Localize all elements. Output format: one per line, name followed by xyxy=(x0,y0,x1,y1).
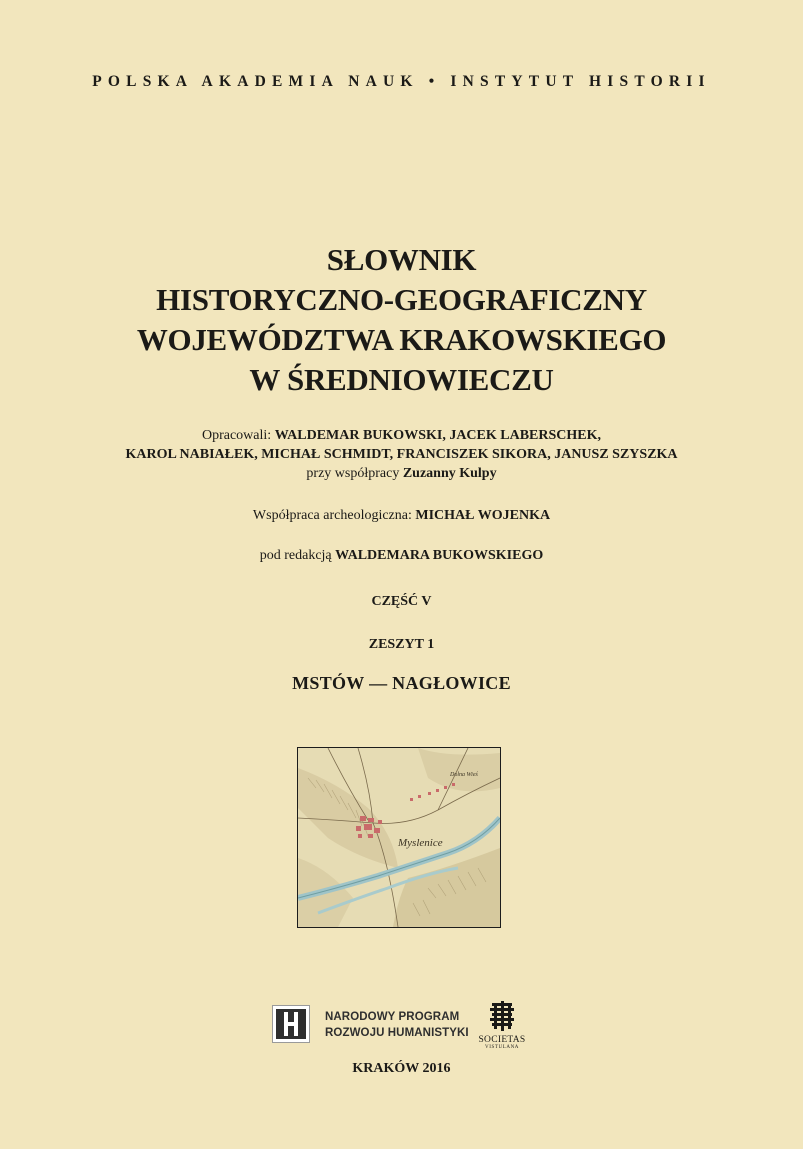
archeology-credit xyxy=(0,506,803,525)
title-line-4: W ŚREDNIOWIECZU xyxy=(249,362,554,397)
nprh-logo-icon xyxy=(272,1005,310,1043)
title-line-3: WOJEWÓDZTWA KRAKOWSKIEGO xyxy=(136,322,667,357)
nprh-line-2: ROZWOJU HUMANISTYKI xyxy=(325,1027,469,1039)
imprint: KRAKÓW 2016 xyxy=(352,1061,451,1076)
societas-subtitle: VISTULANA xyxy=(484,1045,519,1050)
part-label: CZĘŚĆ V xyxy=(371,594,432,609)
nprh-line-1: NARODOWY PROGRAM xyxy=(325,1011,460,1023)
title-line-1: SŁOWNIK xyxy=(326,242,477,277)
title-line-2: HISTORYCZNO-GEOGRAFICZNY xyxy=(156,282,647,317)
editor-label: pod redakcją xyxy=(259,548,332,563)
nprh-name xyxy=(325,1009,469,1041)
authors-line-1 xyxy=(0,426,803,445)
map-label-main: Myslenice xyxy=(398,837,443,849)
historical-map-image xyxy=(297,747,501,928)
authors-line-3 xyxy=(0,464,803,483)
institution-header: POLSKA AKADEMIA NAUK • INSTYTUT HISTORII xyxy=(92,73,711,90)
archeo-label: Współpraca archeologiczna: xyxy=(252,508,412,523)
entry-range: MSTÓW — NAGŁOWICE xyxy=(292,673,511,693)
archeo-name: MICHAŁ WOJENKA xyxy=(415,508,551,523)
societas-name: SOCIETAS xyxy=(478,1035,526,1045)
compiled-names-2: KAROL NABIAŁEK, MICHAŁ SCHMIDT, FRANCISZEK SIKORA, JANUSZ SZYSZKA xyxy=(125,447,678,462)
map-label-small: Dolna Wieś xyxy=(450,772,478,778)
societas-logo-icon xyxy=(482,1001,522,1035)
issue-label: ZESZYT 1 xyxy=(368,637,435,652)
cooperation-label: przy współpracy xyxy=(306,466,400,481)
book-title xyxy=(0,240,803,400)
compiled-label: Opracowali: xyxy=(201,428,272,443)
authors-block xyxy=(0,426,803,483)
cooperation-name: Zuzanny Kulpy xyxy=(402,466,497,481)
map-drawing xyxy=(298,748,500,927)
editor-name: WALDEMARA BUKOWSKIEGO xyxy=(335,548,544,563)
editor-credit xyxy=(0,546,803,565)
authors-line-2 xyxy=(0,445,803,464)
compiled-names-1: WALDEMAR BUKOWSKI, JACEK LABERSCHEK, xyxy=(274,428,602,443)
